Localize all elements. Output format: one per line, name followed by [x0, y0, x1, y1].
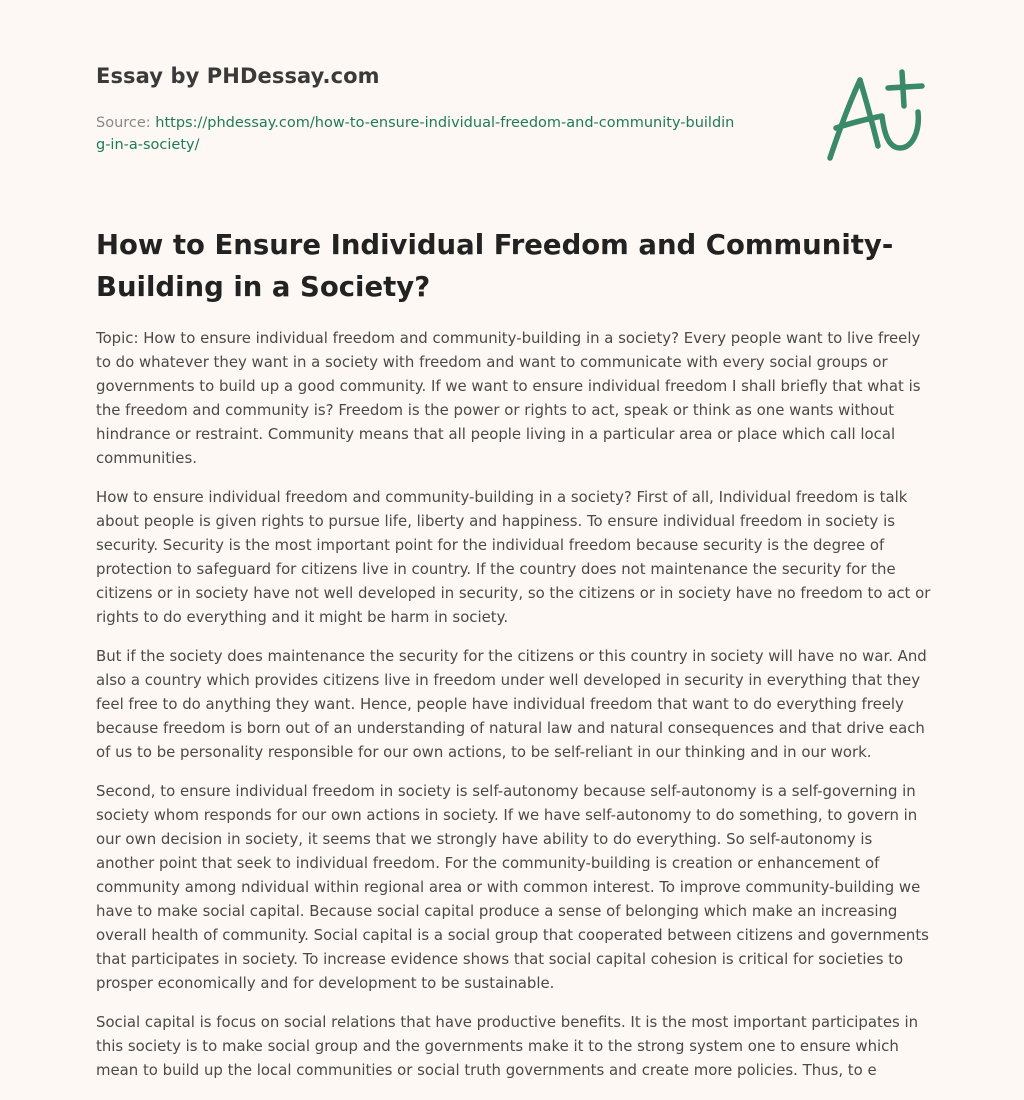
essay-paragraph: Social capital is focus on social relations that have productive benefits. It is the most important participates in this society is to make social group and the governments make it to the strong system one to ensure which mean to build up the local communities or social truth governments and create more policies. Thus, to e	[96, 1013, 919, 1079]
source-label: Source:	[96, 115, 156, 131]
essay-paragraph: How to ensure individual freedom and community-building in a society? First of all, Individual freedom is talk about people is given rights to pursue life, liberty and happiness. To ensure individual freedom in society is security. Security is the most important point for the individual freedom because security is the degree of protection to safeguard for citizens live in country. If the country does not maintenance the security for the citizens or in society have not well developed in security, so the citizens or in society have no freedom to act or rights to do everything and it might be harm in society.	[96, 488, 931, 626]
site-brand: Essay by PHDessay.com	[96, 64, 380, 88]
essay-title: How to Ensure Individual Freedom and Community-Building in a Society?	[96, 229, 894, 303]
source-link[interactable]: https://phdessay.com/how-to-ensure-individual-freedom-and-community-building-in-a-society/	[96, 115, 735, 153]
a-plus-logo-icon	[820, 66, 930, 166]
essay-paragraph: Topic: How to ensure individual freedom and community-building in a society? Every people want to live freely to do whatever they want in a society with freedom and want to communicate with every social groups or governments to build up a good community. If we want to ensure individual freedom I shall briefly that what is the freedom and community is? Freedom is the power or rights to act, speak or think as one wants without hindrance or restraint. Community means that all people living in a particular area or place which call local communities.	[96, 329, 921, 467]
essay-paragraph: But if the society does maintenance the security for the citizens or this country in society will have no war. And also a country which provides citizens live in freedom under well developed in security in everything that they feel free to do anything they want. Hence, people have individual freedom that want to do everything freely because freedom is born out of an understanding of natural law and natural consequences and that drive each of us to be personality responsible for our own actions, to be self-reliant in our thinking and in our work.	[96, 647, 927, 761]
essay-paragraph: Second, to ensure individual freedom in society is self-autonomy because self-autonomy is a self-governing in society whom responds for our own actions in society. If we have self-autonomy to do something, to govern in our own decision in society, it seems that we strongly have ability to do everything. So self-autonomy is another point that seek to individual freedom. For the community-building is creation or enhancement of community among ndividual within regional area or with common interest. To improve community-building we have to make social capital. Because social capital produce a sense of belonging which make an increasing overall health of community. Social capital is a social group that cooperated between citizens and governments that participates in society. To increase evidence shows that social capital cohesion is critical for societies to prosper economically and for development to be sustainable.	[96, 782, 929, 992]
essay-body	[96, 326, 932, 1100]
source-line	[96, 112, 736, 156]
